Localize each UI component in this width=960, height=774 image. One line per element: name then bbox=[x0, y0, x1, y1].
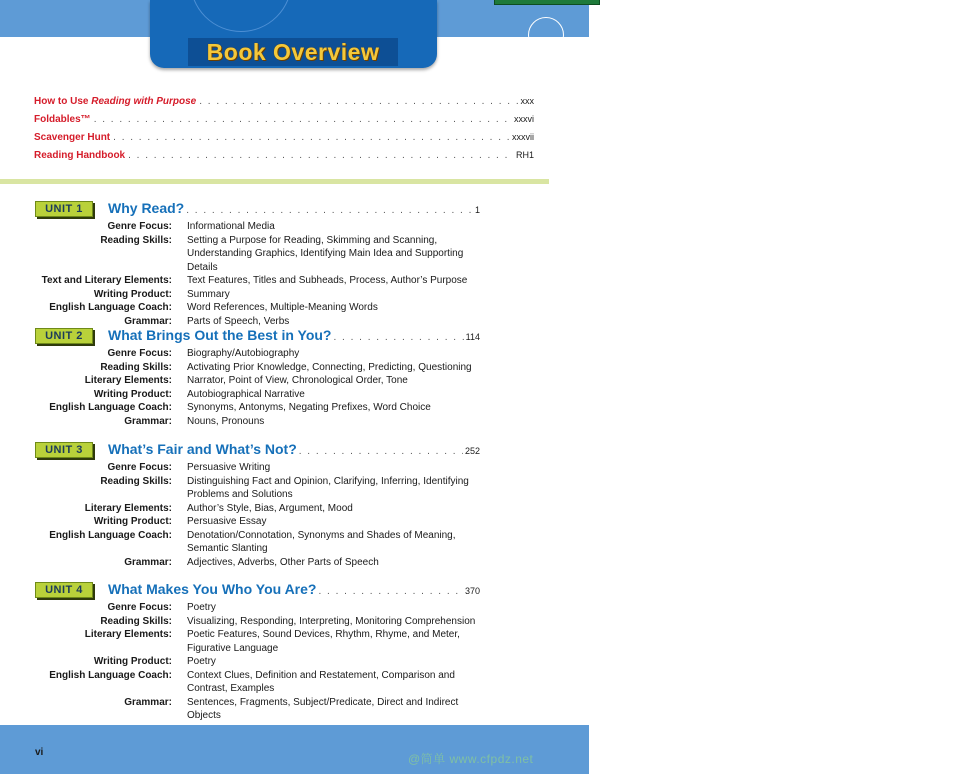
unit-section-3 bbox=[0, 442, 560, 569]
detail-row bbox=[0, 288, 560, 302]
detail-label: English Language Coach: bbox=[49, 302, 172, 313]
detail-value: Distinguishing Fact and Opinion, Clarifying, Inferring, Identifying Problems and Solutions bbox=[187, 475, 469, 500]
watermark-text: @简单 www.cfpdz.net bbox=[408, 752, 534, 766]
detail-label: Genre Focus: bbox=[107, 221, 172, 232]
detail-value: Biography/Autobiography bbox=[187, 348, 300, 359]
detail-row bbox=[0, 274, 560, 288]
detail-value: Adjectives, Adverbs, Other Parts of Speech bbox=[187, 556, 379, 568]
detail-label: Grammar: bbox=[124, 315, 172, 327]
unit-heading[interactable] bbox=[0, 201, 560, 219]
decorative-arc bbox=[190, 0, 292, 32]
detail-value: Summary bbox=[187, 288, 230, 300]
detail-value: Activating Prior Knowledge, Connecting, Predicting, Questioning bbox=[187, 361, 472, 373]
unit-badge: UNIT 3 bbox=[35, 442, 93, 458]
front-matter-label: Scavenger Hunt bbox=[34, 132, 111, 143]
detail-label: English Language Coach: bbox=[49, 669, 172, 681]
detail-row bbox=[0, 529, 560, 556]
detail-value: Setting a Purpose for Reading, Skimming and Scanning, Understanding Graphics, Identifying Main Idea and Supporting Details bbox=[187, 234, 464, 273]
detail-value: Text Features, Titles and Subheads, Process, Author’s Purpose bbox=[187, 275, 468, 286]
detail-row bbox=[0, 515, 560, 529]
detail-row bbox=[0, 669, 560, 696]
detail-value: Author’s Style, Bias, Argument, Mood bbox=[187, 502, 353, 514]
page-number: vi bbox=[35, 747, 44, 758]
front-matter-label: Foldables™ bbox=[34, 114, 91, 125]
header-tab-panel bbox=[150, 0, 437, 68]
page-title: Book Overview bbox=[188, 38, 398, 66]
detail-label: Grammar: bbox=[124, 696, 172, 708]
detail-value: Word References, Multiple-Meaning Words bbox=[187, 302, 378, 313]
unit-section-2 bbox=[0, 328, 560, 428]
unit-heading[interactable] bbox=[0, 328, 560, 346]
unit-title-line bbox=[108, 441, 480, 457]
dot-leader bbox=[299, 446, 463, 457]
detail-label: Genre Focus: bbox=[107, 602, 172, 613]
detail-value: Parts of Speech, Verbs bbox=[187, 315, 290, 327]
dot-leader bbox=[318, 586, 463, 597]
unit-details bbox=[0, 220, 560, 328]
dot-leader bbox=[94, 114, 511, 125]
detail-label: Genre Focus: bbox=[107, 462, 172, 473]
dot-leader bbox=[186, 205, 473, 216]
detail-row bbox=[0, 374, 560, 388]
front-matter-label: Reading Handbook bbox=[34, 150, 126, 161]
detail-label: Literary Elements: bbox=[84, 629, 172, 640]
detail-value: Informational Media bbox=[187, 221, 275, 232]
detail-label: Grammar: bbox=[124, 415, 172, 427]
front-matter-page: xxx bbox=[520, 96, 534, 106]
dot-leader bbox=[199, 96, 517, 107]
detail-value: Persuasive Writing bbox=[187, 462, 271, 473]
detail-value: Visualizing, Responding, Interpreting, Monitoring Comprehension bbox=[187, 615, 476, 627]
front-matter-page: RH1 bbox=[515, 150, 534, 160]
detail-label: Reading Skills: bbox=[100, 475, 172, 487]
unit-title: What’s Fair and What’s Not? bbox=[108, 441, 297, 457]
detail-label: Literary Elements: bbox=[84, 375, 172, 386]
unit-details bbox=[0, 601, 560, 723]
detail-row bbox=[0, 628, 560, 655]
front-matter-item[interactable] bbox=[34, 150, 534, 168]
unit-title-line bbox=[108, 581, 480, 597]
unit-title-line bbox=[108, 200, 480, 216]
detail-value: Synonyms, Antonyms, Negating Prefixes, Word Choice bbox=[187, 402, 431, 413]
unit-page-number: 252 bbox=[464, 446, 480, 456]
detail-row bbox=[0, 502, 560, 516]
unit-badge: UNIT 4 bbox=[35, 582, 93, 598]
detail-label: Grammar: bbox=[124, 556, 172, 568]
dot-leader bbox=[128, 150, 513, 161]
detail-label: Writing Product: bbox=[93, 388, 172, 400]
detail-row bbox=[0, 696, 560, 723]
detail-value: Nouns, Pronouns bbox=[187, 415, 265, 427]
detail-row bbox=[0, 556, 560, 570]
detail-row bbox=[0, 601, 560, 615]
unit-page-number: 370 bbox=[464, 586, 480, 596]
detail-row bbox=[0, 388, 560, 402]
front-matter-list bbox=[34, 96, 534, 168]
detail-row bbox=[0, 615, 560, 629]
unit-title: What Makes You Who You Are? bbox=[108, 581, 317, 597]
dot-leader bbox=[113, 132, 509, 143]
detail-label: Writing Product: bbox=[93, 288, 172, 300]
detail-value: Denotation/Connotation, Synonyms and Shades of Meaning, Semantic Slanting bbox=[187, 529, 456, 554]
detail-label: Reading Skills: bbox=[100, 615, 172, 627]
detail-row bbox=[0, 315, 560, 329]
detail-label: English Language Coach: bbox=[49, 402, 172, 413]
unit-title-line bbox=[108, 327, 480, 343]
unit-heading[interactable] bbox=[0, 442, 560, 460]
detail-value: Sentences, Fragments, Subject/Predicate, Direct and Indirect Objects bbox=[187, 696, 459, 721]
detail-label: Reading Skills: bbox=[100, 234, 172, 246]
front-matter-label: How to Use Reading with Purpose bbox=[34, 96, 197, 107]
unit-title: What Brings Out the Best in You? bbox=[108, 327, 332, 343]
detail-value: Autobiographical Narrative bbox=[187, 388, 305, 400]
unit-title: Why Read? bbox=[108, 200, 185, 216]
unit-page-number: 1 bbox=[474, 205, 480, 215]
unit-details bbox=[0, 461, 560, 569]
detail-label: English Language Coach: bbox=[49, 529, 172, 541]
section-divider bbox=[0, 179, 549, 184]
detail-label: Writing Product: bbox=[93, 656, 172, 667]
detail-row bbox=[0, 301, 560, 315]
green-edge-tab bbox=[494, 0, 600, 5]
detail-value: Poetry bbox=[187, 602, 216, 613]
detail-row bbox=[0, 361, 560, 375]
detail-value: Narrator, Point of View, Chronological Order, Tone bbox=[187, 375, 408, 386]
detail-value: Poetic Features, Sound Devices, Rhythm, Rhyme, and Meter, Figurative Language bbox=[187, 629, 460, 654]
detail-row bbox=[0, 475, 560, 502]
detail-row bbox=[0, 401, 560, 415]
detail-row bbox=[0, 461, 560, 475]
unit-section-4 bbox=[0, 582, 560, 723]
dot-leader bbox=[333, 332, 463, 343]
detail-label: Literary Elements: bbox=[84, 502, 172, 514]
detail-row bbox=[0, 347, 560, 361]
unit-badge: UNIT 1 bbox=[35, 201, 93, 217]
detail-label: Writing Product: bbox=[93, 516, 172, 527]
detail-label: Text and Literary Elements: bbox=[41, 275, 172, 286]
front-matter-page: xxxvii bbox=[512, 132, 534, 142]
detail-value: Persuasive Essay bbox=[187, 516, 267, 527]
unit-badge: UNIT 2 bbox=[35, 328, 93, 344]
detail-row bbox=[0, 220, 560, 234]
front-matter-item[interactable] bbox=[34, 96, 534, 114]
detail-value: Context Clues, Definition and Restatement, Comparison and Contrast, Examples bbox=[187, 669, 455, 694]
unit-section-1 bbox=[0, 201, 560, 328]
unit-heading[interactable] bbox=[0, 582, 560, 600]
detail-label: Genre Focus: bbox=[107, 348, 172, 359]
detail-row bbox=[0, 415, 560, 429]
detail-row bbox=[0, 655, 560, 669]
unit-details bbox=[0, 347, 560, 428]
detail-row bbox=[0, 234, 560, 275]
front-matter-item[interactable] bbox=[34, 132, 534, 150]
unit-page-number: 114 bbox=[465, 332, 480, 342]
front-matter-item[interactable] bbox=[34, 114, 534, 132]
detail-label: Reading Skills: bbox=[100, 361, 172, 373]
detail-value: Poetry bbox=[187, 656, 216, 667]
decorative-circle bbox=[528, 17, 564, 53]
front-matter-page: xxxvi bbox=[514, 114, 534, 124]
